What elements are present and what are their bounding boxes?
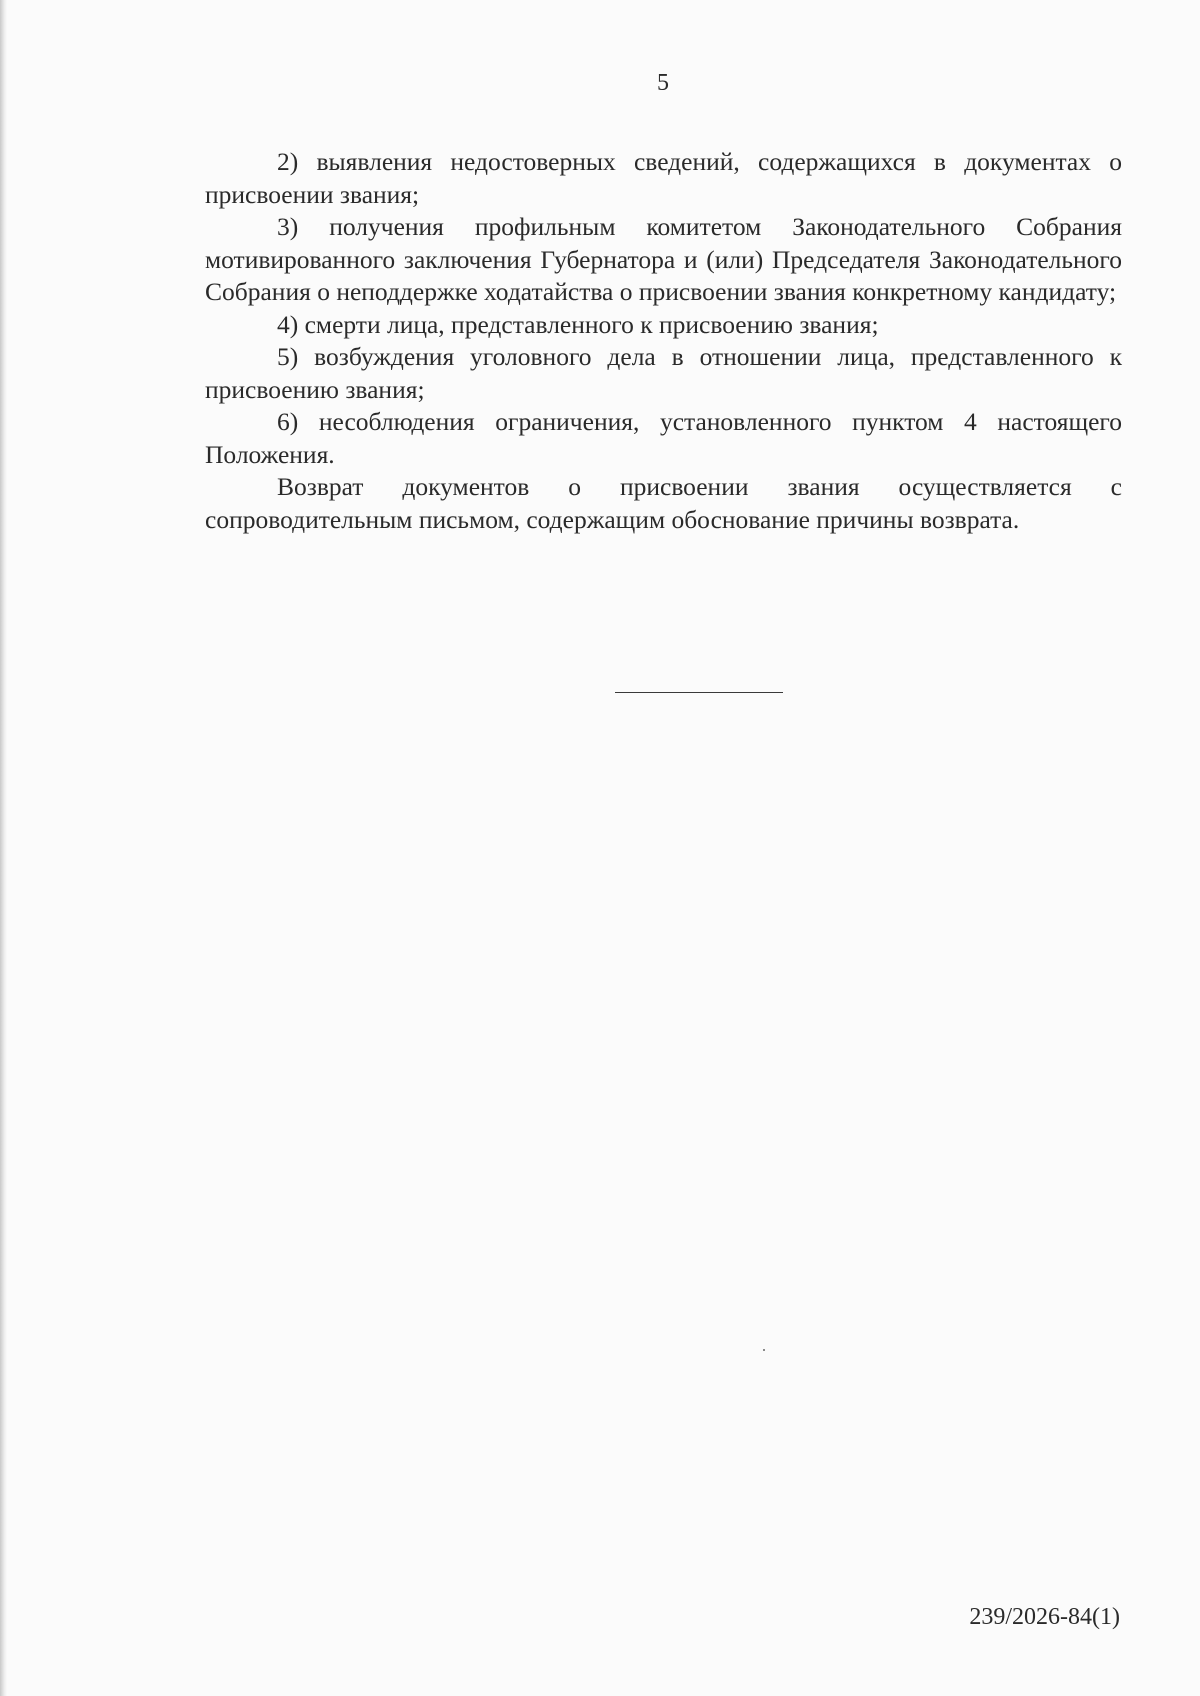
paragraph-item-6: 6) несоблюдения ограничения, установленного пунктом 4 настоящего Положения. bbox=[205, 407, 1122, 469]
paragraph-item-5: 5) возбуждения уголовного дела в отношении лица, представленного к присвоению звания; bbox=[205, 342, 1122, 404]
paragraph-item-3: 3) получения профильным комитетом Законодательного Собрания мотивированного заключения Губернатора и (или) Председателя Законодательного Собрания о неподдержке ходатайства о присвоении звания конкретному кандидату; bbox=[205, 212, 1122, 306]
scan-speck bbox=[763, 1349, 765, 1351]
paragraph-item-2: 2) выявления недостоверных сведений, содержащихся в документах о присвоении звания; bbox=[205, 147, 1122, 209]
paragraph-item-4: 4) смерти лица, представленного к присвоению звания; bbox=[277, 309, 879, 339]
document-code: 239/2026-84(1) bbox=[969, 1604, 1120, 1630]
page-number: 5 bbox=[657, 70, 669, 96]
end-divider-line bbox=[615, 692, 783, 693]
document-body bbox=[205, 146, 1122, 536]
scan-edge-shadow bbox=[0, 0, 7, 1696]
paragraph-return-documents: Возврат документов о присвоении звания осуществляется с сопроводительным письмом, содержащим обоснование причины возврата. bbox=[205, 472, 1122, 534]
